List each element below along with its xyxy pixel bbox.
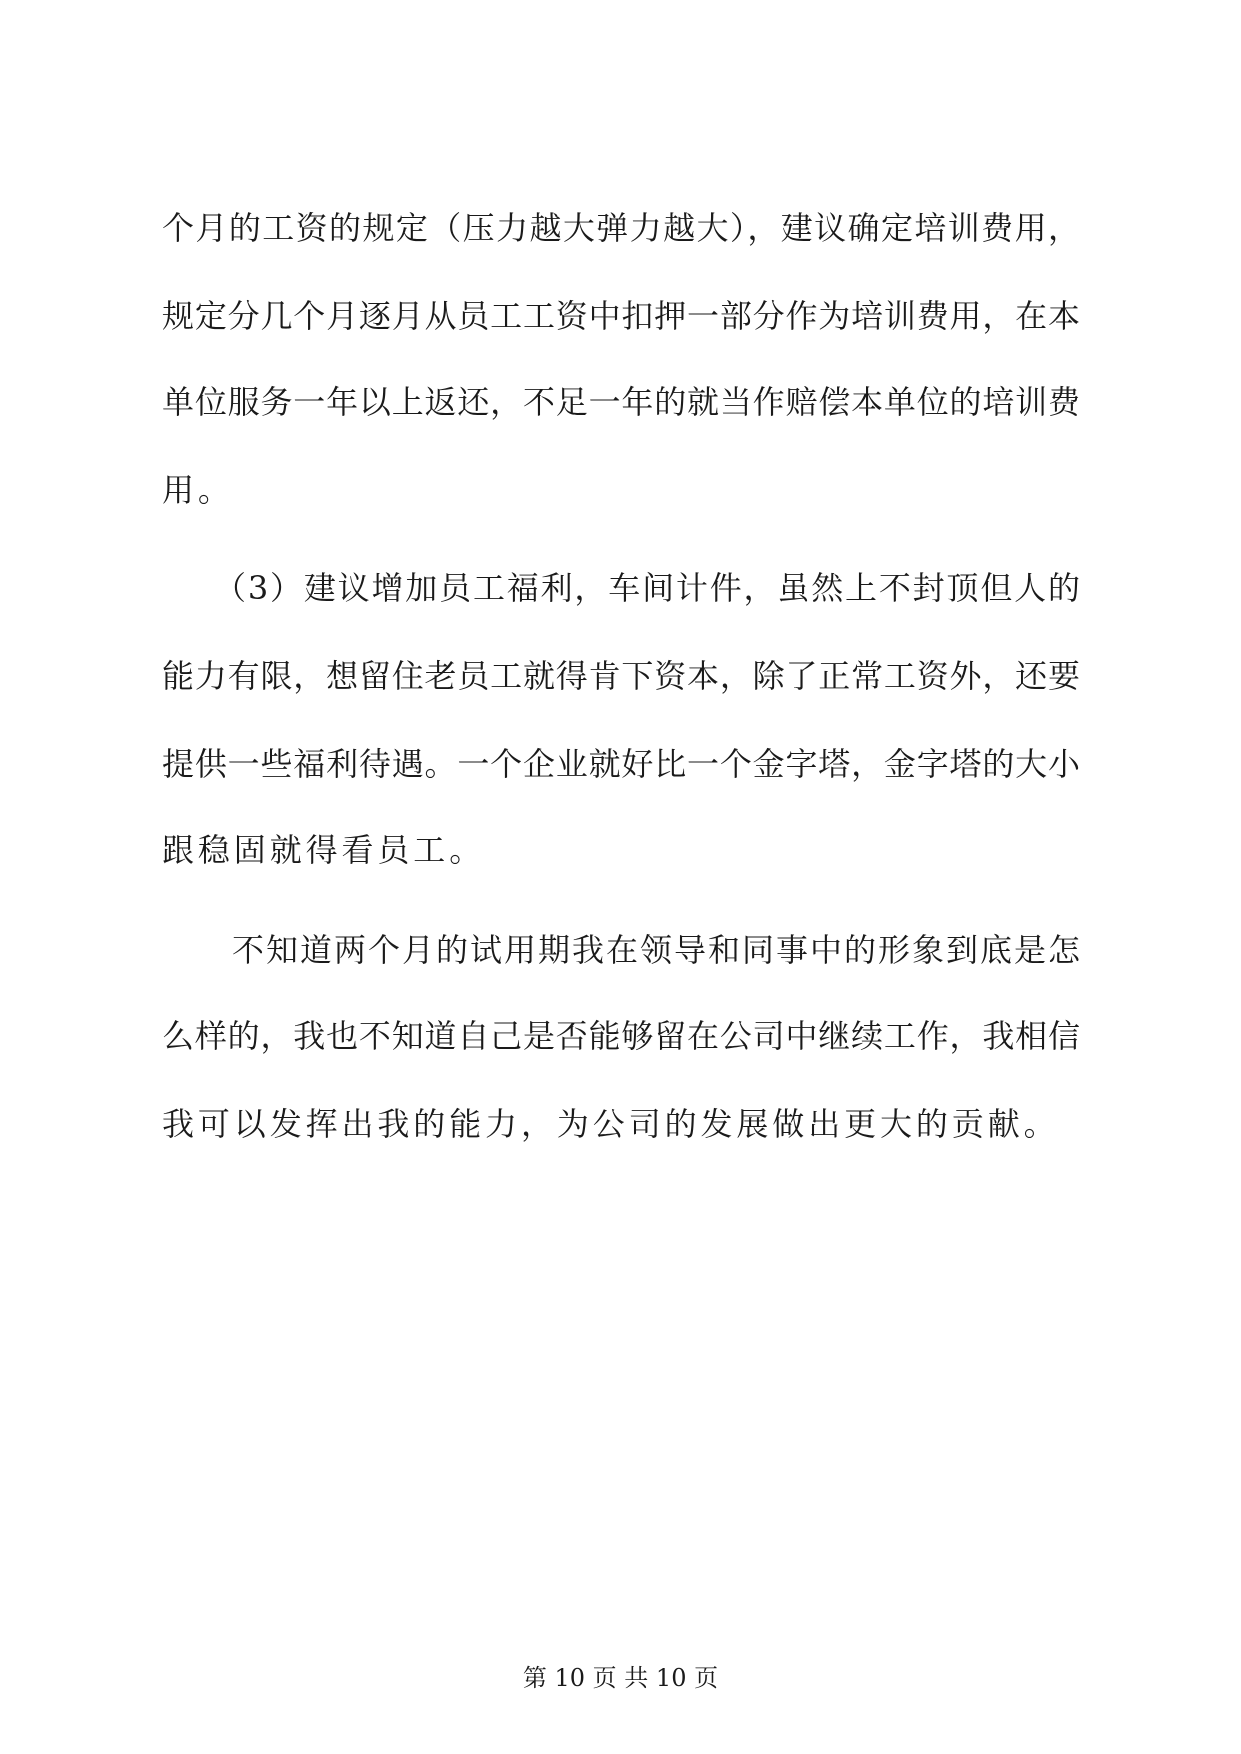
paragraph-line: 我可以发挥出我的能力，为公司的发展做出更大的贡献。 (162, 1105, 1060, 1143)
paragraph-line: 单位服务一年以上返还，不足一年的就当作赔偿本单位的培训费 (162, 383, 1080, 421)
paragraph-line: （3）建议增加员工福利，车间计件，虽然上不封顶但人的 (214, 569, 1080, 607)
paragraph-line: 个月的工资的规定（压力越大弹力越大），建议确定培训费用， (162, 209, 1080, 247)
paragraph-line: 么样的，我也不知道自己是否能够留在公司中继续工作，我相信 (162, 1017, 1080, 1055)
paragraph-line: 不知道两个月的试用期我在领导和同事中的形象到底是怎 (232, 931, 1080, 969)
paragraph-line: 能力有限，想留住老员工就得肯下资本，除了正常工资外，还要 (162, 657, 1080, 695)
paragraph-line: 提供一些福利待遇。一个企业就好比一个金字塔，金字塔的大小 (162, 745, 1080, 783)
page-number-footer: 第 10 页 共 10 页 (522, 1664, 719, 1692)
paragraph-line: 跟稳固就得看员工。 (162, 831, 486, 869)
paragraph-line: 用。 (162, 471, 234, 509)
paragraph-line: 规定分几个月逐月从员工工资中扣押一部分作为培训费用，在本 (162, 297, 1080, 335)
